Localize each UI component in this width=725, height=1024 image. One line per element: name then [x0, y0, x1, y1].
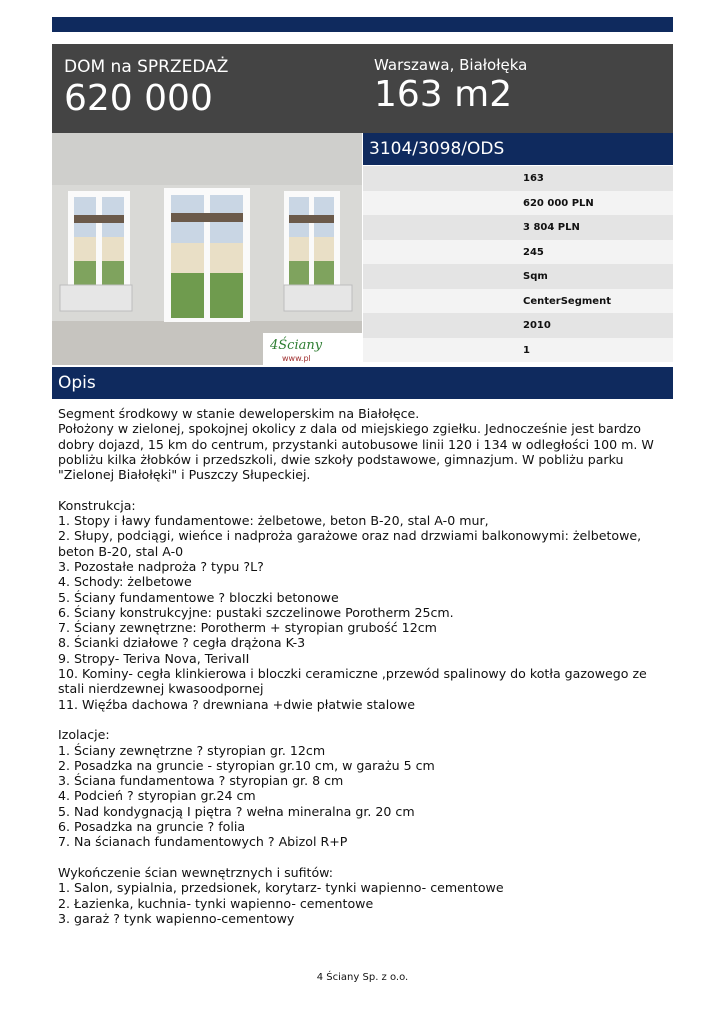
- spec-row: [363, 313, 673, 338]
- spec-value: Sqm: [523, 271, 548, 282]
- desc-line: Wykończenie ścian wewnętrznych i sufitów:: [58, 864, 334, 880]
- paragraph-gap: [58, 712, 670, 727]
- desc-line: Izolacje:: [58, 727, 110, 743]
- desc-line: 8. Ścianki działowe ? cegła drążona K-3: [58, 635, 306, 651]
- desc-line: 4. Schody: żelbetowe: [58, 574, 192, 590]
- desc-line: 3. garaż ? tynk wapienno-cementowy: [58, 910, 295, 926]
- footer-company: 4 Ściany Sp. z o.o.: [316, 972, 409, 983]
- top-decorative-bar: [52, 17, 673, 32]
- listing-type: DOM na SPRZEDAŻ: [64, 57, 229, 77]
- spec-row: [363, 240, 673, 265]
- spec-value: 2010: [523, 320, 551, 331]
- desc-line: 1. Salon, sypialnia, przedsionek, korytarz- tynki wapienno- cementowe: [58, 880, 504, 896]
- spec-value: 1: [523, 344, 530, 356]
- reference-number: 3104/3098/ODS: [369, 139, 505, 159]
- spec-row: [363, 289, 673, 314]
- spec-value: 163: [523, 173, 544, 184]
- reference-bar: [363, 133, 673, 165]
- desc-line: Konstrukcja:: [58, 497, 136, 513]
- desc-line: Położony w zielonej, spokojnej okolicy z dala od miejskiego zgiełku. Jednocześnie jest bardzo dobry dojazd, 15 km do centrum, przystanki autobusowe linii 120 i 134 w odległości 100 m. W pobliżu kilka żłobków i przedszkoli, dwie szkoły podstawowe, gimnazjum. W pobliżu parku "Zielonej Białołęki" i Puszczy Słupeckiej.: [58, 421, 654, 483]
- paragraph-gap: [58, 482, 670, 497]
- desc-line: 6. Posadzka na gruncie ? folia: [58, 819, 246, 835]
- desc-line: 3. Ściana fundamentowa ? styropian gr. 8 cm: [58, 773, 344, 789]
- spec-value: 620 000 PLN: [523, 197, 594, 209]
- desc-line: 5. Ściany fundamentowe ? bloczki betonowe: [58, 589, 339, 605]
- description-section-bar: [52, 367, 673, 399]
- desc-line: 9. Stropy- Teriva Nova, TerivaII: [58, 650, 250, 666]
- desc-line: 6. Ściany konstrukcyjne: pustaki szczelinowe Porotherm 25cm.: [58, 604, 454, 620]
- desc-line: 1. Stopy i ławy fundamentowe: żelbetowe, beton B-20, stal A-0 mur,: [58, 513, 489, 529]
- spec-row: [363, 338, 673, 363]
- spec-value: 3 804 PLN: [523, 222, 580, 233]
- desc-line: Segment środkowy w stanie deweloperskim na Białołęce.: [58, 406, 420, 421]
- desc-line: 2. Słupy, podciągi, wieńce i nadproża garażowe oraz nad drzwiami balkonowymi: żelbetowe, beton B-20, stal A-0: [58, 528, 642, 559]
- section-title: Opis: [58, 373, 96, 393]
- desc-line: 2. Łazienka, kuchnia- tynki wapienno- cementowe: [58, 895, 374, 911]
- spec-row: [363, 191, 673, 216]
- listing-location: Warszawa, Białołęka: [374, 56, 528, 74]
- spec-value: 245: [523, 246, 544, 258]
- desc-line: 4. Podcień ? styropian gr.24 cm: [58, 788, 256, 804]
- description-text: [58, 406, 670, 926]
- desc-line: 3. Pozostałe nadproża ? typu ?L?: [58, 558, 264, 574]
- desc-line: 11. Więźba dachowa ? drewniana +dwie płatwie stalowe: [58, 696, 415, 712]
- property-photo: [52, 133, 362, 365]
- spec-row: [363, 166, 673, 191]
- desc-line: 7. Na ścianach fundamentowych ? Abizol R+P: [58, 834, 348, 850]
- desc-line: 7. Ściany zewnętrzne: Porotherm + styropian grubość 12cm: [58, 620, 437, 636]
- spec-table: [363, 166, 673, 362]
- agency-logo-url: www.pl: [282, 354, 311, 363]
- desc-line: 5. Nad kondygnacją I piętra ? wełna mineralna gr. 20 cm: [58, 803, 415, 819]
- spec-row: [363, 264, 673, 289]
- listing-header: [52, 44, 673, 133]
- paragraph-gap: [58, 850, 670, 865]
- desc-line: 2. Posadzka na gruncie - styropian gr.10 cm, w garażu 5 cm: [58, 757, 435, 773]
- listing-area: 163 m2: [374, 74, 513, 115]
- spec-value: CenterSegment: [523, 295, 611, 307]
- desc-line: 1. Ściany zewnętrzne ? styropian gr. 12cm: [58, 742, 326, 758]
- spec-row: [363, 215, 673, 240]
- listing-price: 620 000: [64, 78, 213, 119]
- desc-line: 10. Kominy- cegła klinkierowa i bloczki ceramiczne ,przewód spalinowy do kotła gazowego ze stali nierdzewnej kwasoodpornej: [58, 666, 647, 697]
- agency-logo-text: 4Ściany: [270, 338, 323, 353]
